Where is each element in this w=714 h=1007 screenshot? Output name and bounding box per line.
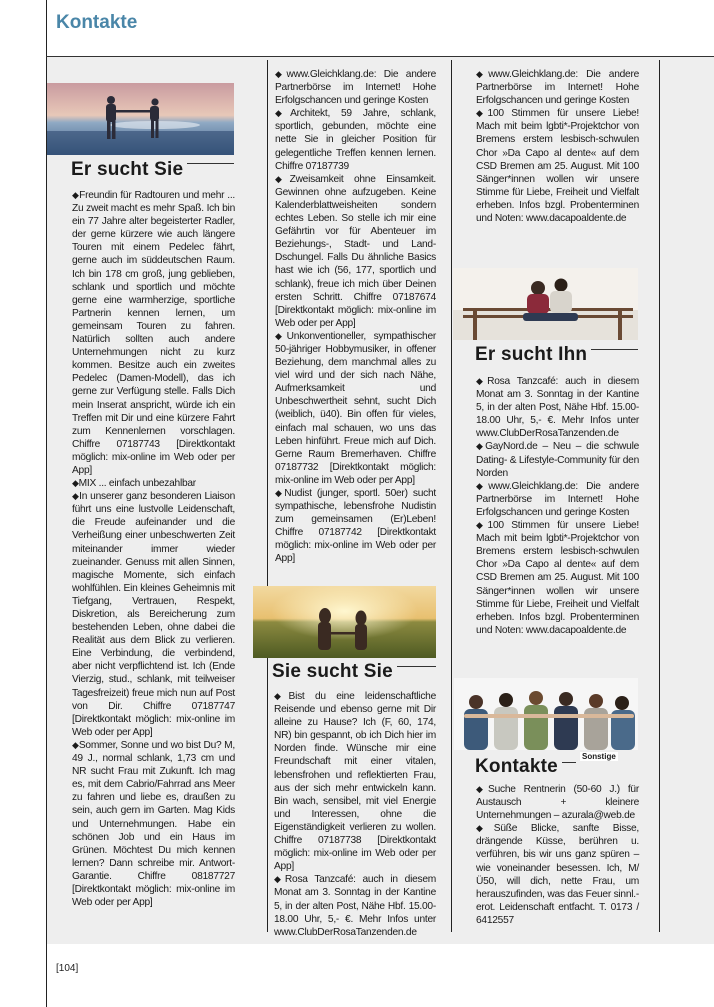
ad-item: ◆Freundin für Radtouren und mehr ... Zu zweit macht es mehr Spaß. Ich bin ein 77 Jahre alter begeisterter Radler, der gerne kürzere wie auch längere Touren mit einem Pedelec fährt, gerne auch im süddeutschen Raum. Ich bin 178 cm groß, jung geblieben, schlank und sportlich und möchte gerne eine warmherzige, sportliche Partnerin kennen lernen, um gemeinsam Touren zu fahren. Natürlich sollten auch andere Unternehmungen nicht zu kurz kommen. Besitze auch ein zweites Pedelec (Damen-Modell), das ich gerne zur Verfügung stelle. Falls Dich mein Inserat anspricht, würde ich ein Treffen mit Dir und eine kürzere Fahrt zum Kennenlernen vorschlagen. Chiffre 07187743 [Direktkontakt möglich: mix-online im Web oder per App] [72, 190, 236, 476]
diamond-bullet-icon: ◆ [72, 478, 79, 489]
category-tag-sonstige: Sonstige [582, 752, 616, 761]
column-3-middle-ads [476, 375, 639, 637]
column-1-ads [72, 189, 235, 909]
diamond-bullet-icon: ◆ [476, 441, 486, 452]
page-number: [104] [56, 963, 79, 974]
diamond-bullet-icon: ◆ [476, 376, 488, 386]
ad-item: ◆100 Stimmen für unsere Liebe! Mach mit beim lgbti*-Projektchor von Bremens erstem lesbisch-schwulen Chor »Da Capo al dente« auf dem CSD Bremen am 25. August. Mit 100 Sänger*innen wollen wir unsere Stimme für Liebe, Freiheit und Vielfalt erheben. Infos bzgl. Probenterminen und Noten: www.dacapoaldente.de [476, 520, 640, 636]
ad-item: ◆Rosa Tanzcafé: auch in diesem Monat am 3. Sonntag in der Kantine 5, in der alten Post, Nähe Hbf. 15.00-18.00 Uhr, 5,- €. Mehr Infos unter www.ClubDerRosaTanzenden.de [274, 874, 437, 938]
diamond-bullet-icon: ◆ [476, 784, 489, 794]
diamond-bullet-icon: ◆ [476, 108, 488, 119]
ad-item: ◆100 Stimmen für unsere Liebe! Mach mit beim lgbti*-Projektchor von Bremens erstem lesbisch-schwulen Chor »Da Capo al dente« auf dem CSD Bremen am 25. August. Mit 100 Sänger*innen wollen wir unsere Stimme für Liebe, Freiheit und Vielfalt erheben. Infos bzgl. Probenterminen und Noten: www.dacapoaldente.de [476, 108, 640, 225]
ad-item: ◆Sommer, Sonne und wo bist Du? M, 49 J., normal schlank, 1,73 cm und NR sucht Frau mit Zukunft. Ich mag es, mit dem Cabrio/Fahrrad ans Meer zu fahren und liebe es, draußen zu sein, auch gern im Garten. Mag Kids und Unternehmungen. Habe ein schönen Job und ein Haus im Grünen. Möchtest Du mich kennen lernen? Dann schreibe mir. Antwort-Garantie. Chiffre 08187727 [Direktkontakt möglich: mix-online im Web oder per App] [72, 739, 235, 909]
diamond-bullet-icon: ◆ [275, 69, 287, 79]
couple-beach-photo [47, 83, 234, 155]
column-2-bottom-ads [274, 690, 436, 939]
diamond-bullet-icon: ◆ [72, 491, 80, 502]
diamond-bullet-icon: ◆ [274, 874, 285, 885]
column-3-bottom-ads [476, 783, 639, 927]
diamond-bullet-icon: ◆ [476, 520, 488, 531]
ad-item: ◆Unkonventioneller, sympathischer 50-jähriger Hobbymusiker, in offener Beziehung, dem manchmal alles zu viel wird und der sich nach Nähe, Aufmerksamkeit und Unbeschwertheit sehnt, sucht Dich (weiblich, ü40). Bin offen für vieles, einfach mal schauen, wo uns das Leben hinführt. Freue mich auf Dich. Gerne Raum Bremerhaven. Chiffre 07187732 [Direktkontakt möglich: mix-online im Web oder per App] [275, 330, 436, 486]
diamond-bullet-icon: ◆ [275, 173, 290, 184]
ad-item: ◆Bist du eine leidenschaftliche Reisende und ebenso gerne mit Dir alleine zu Hause? Ich (F, 60, 174, NR) bin gespannt, ob ich Dich hier im Norden finde. Wünsche mir eine Freundschaft mit einer vitalen, lebensfrohen und reflektierten Frau, aus der sich mehr entwickeln kann. Bin wach, sensibel, mit viel Energie und Interessen, ohne die Eigenständigkeit verlieren zu wollen. Chiffre 07187738 [Direktkontakt möglich: mix-online im Web oder per App] [274, 691, 436, 873]
column-divider [659, 60, 660, 932]
ad-item: ◆Suche Rentnerin (50-60 J.) für Austausch + kleinere Unternehmungen – azurala@web.de [476, 784, 639, 822]
two-women-field-photo [253, 586, 436, 658]
diamond-bullet-icon: ◆ [275, 488, 285, 498]
column-divider [451, 60, 452, 932]
ad-item: ◆MIX ... einfach unbezahlbar [72, 478, 196, 490]
column-2-top-ads [275, 68, 436, 566]
ad-item: ◆Architekt, 59 Jahre, schlank, sportlich, gebunden, möchte eine nette Sie in gleicher Position für gelegentliche Treffen kennen lernen. Chiffre 07187739 [275, 108, 436, 172]
section-title-er-sucht-ihn: Er sucht Ihn [475, 344, 591, 366]
diamond-bullet-icon: ◆ [476, 480, 489, 491]
ad-item: ◆www.Gleichklang.de: Die andere Partnerbörse im Internet! Hohe Erfolgschancen und geringe Kosten [476, 480, 639, 518]
diamond-bullet-icon: ◆ [274, 691, 289, 701]
column-divider [267, 60, 268, 932]
diamond-bullet-icon: ◆ [72, 739, 79, 750]
diamond-bullet-icon: ◆ [275, 108, 291, 119]
friends-group-photo [454, 678, 638, 750]
ad-item: ◆www.Gleichklang.de: Die andere Partnerbörse im Internet! Hohe Erfolgschancen und geringe Kosten [275, 69, 437, 107]
section-title-kontakte: Kontakte [475, 756, 562, 778]
ad-item: ◆Zweisamkeit ohne Einsamkeit. Gewinnen ohne aufzugeben. Keine Kalenderblattweisheiten sondern echtes Leben. So stelle ich mir eine Gefährtin vor für Abenteuer im Beziehungs-, Stadt- und Land-Dschungel. Falls Du ähnliche Basics hast wie ich (56, 177, sportlich und schlank), freue ich mich über Deinen ersten Schritt. Chiffre 07187674 [Direktkontakt möglich: mix-online im Web oder per App] [275, 173, 437, 329]
column-3-top-ads [476, 68, 639, 225]
men-on-bench-photo [453, 268, 638, 340]
ad-item: ◆GayNord.de – Neu – die schwule Dating- & Lifestyle-Community für den Norden [476, 441, 640, 479]
page-title: Kontakte [56, 12, 138, 33]
ad-item: ◆In unserer ganz besonderen Liaison führt uns eine lustvolle Leidenschaft, die Freude aufeinander und die Verheißung einer unbeschwerten Zeit miteinander immer wieder zueinander. Genuss mit allen Sinnen, magische Momente, sich einfach wohlfühlen. Ein kleines Geheimnis mit Tiefgang, Vertrauen, Respekt, Diskretion, als Bereicherung zum bestehenden Leben, ohne dabei die Realität aus dem Blick zu verlieren. Eine Verbindung, die verbindend, aber nicht verpflichtend ist. Ich (Ende Vierzig, stud., schlank, mit teilweiser Tagesfreizeit) freue mich nun auf Post von Dir. Chiffre 07187747 [Direktkontakt möglich: mix-online im Web oder per App] [72, 491, 235, 738]
ad-item: ◆Süße Blicke, sanfte Bisse, drängende Küsse, berühren u. verführen, bis wir uns ganz spüren – wie voneinander besessen. Ich, M/Ü50, will dich, nette Frau, um herauszufinden, was das Feuer sinnl.-erot. Leidenschaft entfacht. T. 0173 / 6412557 [476, 823, 640, 926]
diamond-bullet-icon: ◆ [476, 69, 489, 79]
ad-item: ◆www.Gleichklang.de: Die andere Partnerbörse im Internet! Hohe Erfolgschancen und geringe Kosten [476, 69, 639, 107]
diamond-bullet-icon: ◆ [72, 190, 80, 200]
diamond-bullet-icon: ◆ [275, 330, 287, 341]
section-title-er-sucht-sie: Er sucht Sie [71, 159, 187, 181]
ad-item: ◆Nudist (junger, sportl. 50er) sucht sympathische, lebensfrohe Nudistin zum gemeinsamen (Er)Leben! Chiffre 07187742 [Direktkontakt möglich: mix-online im Web oder per App] [275, 488, 436, 565]
section-title-sie-sucht-sie: Sie sucht Sie [272, 661, 397, 683]
diamond-bullet-icon: ◆ [476, 823, 494, 834]
ad-item: ◆Rosa Tanzcafé: auch in diesem Monat am 3. Sonntag in der Kantine 5, in der alten Post, Nähe Hbf. 15.00-18.00 Uhr, 5,- €. Mehr Infos unter www.ClubDerRosaTanzenden.de [476, 376, 639, 440]
